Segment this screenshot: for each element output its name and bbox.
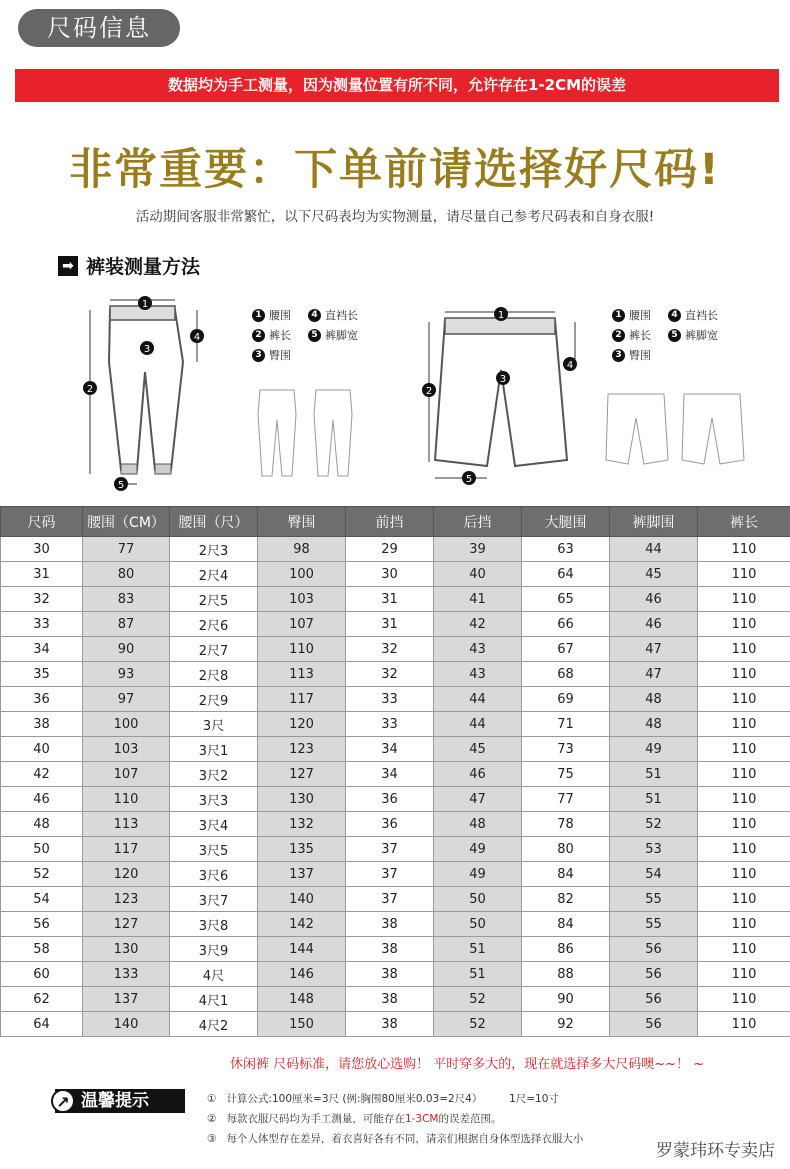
table-cell: 38 xyxy=(346,962,434,987)
table-cell: 110 xyxy=(698,712,790,737)
arrow-right-icon: ➡ xyxy=(58,256,78,276)
table-cell: 110 xyxy=(698,912,790,937)
table-cell: 38 xyxy=(346,912,434,937)
table-cell: 132 xyxy=(258,812,346,837)
table-cell: 34 xyxy=(346,762,434,787)
table-cell: 51 xyxy=(434,937,522,962)
table-cell: 84 xyxy=(522,912,610,937)
table-cell: 127 xyxy=(258,762,346,787)
table-row xyxy=(1,887,790,912)
table-cell: 38 xyxy=(346,987,434,1012)
svg-text:2: 2 xyxy=(425,386,433,397)
table-cell: 4尺 xyxy=(170,962,258,987)
table-cell: 123 xyxy=(83,887,170,912)
measure-mark-4 xyxy=(563,357,577,371)
table-cell: 146 xyxy=(258,962,346,987)
table-cell: 140 xyxy=(83,1012,170,1037)
measure-mark-1 xyxy=(138,296,152,310)
table-row xyxy=(1,587,790,612)
section-title-badge: 尺码信息 xyxy=(18,9,180,47)
table-cell: 44 xyxy=(610,537,698,562)
table-cell: 77 xyxy=(83,537,170,562)
table-cell: 90 xyxy=(522,987,610,1012)
tip-item-2: ② 每款衣服尺码均为手工测量，可能存在1-3CM的误差范围。 xyxy=(207,1113,502,1125)
table-cell: 34 xyxy=(346,737,434,762)
table-row xyxy=(1,612,790,637)
table-row xyxy=(1,812,790,837)
table-cell: 36 xyxy=(346,812,434,837)
svg-text:1: 1 xyxy=(497,310,505,321)
table-cell: 49 xyxy=(434,862,522,887)
tips-badge xyxy=(55,1089,185,1113)
table-cell: 110 xyxy=(698,837,790,862)
table-cell: 56 xyxy=(610,987,698,1012)
table-cell: 53 xyxy=(610,837,698,862)
table-cell: 110 xyxy=(698,762,790,787)
pants-legend xyxy=(252,305,364,365)
table-cell: 137 xyxy=(258,862,346,887)
table-cell: 30 xyxy=(1,537,83,562)
table-cell: 29 xyxy=(346,537,434,562)
table-cell: 48 xyxy=(1,812,83,837)
table-cell: 110 xyxy=(698,1012,790,1037)
table-cell: 93 xyxy=(83,662,170,687)
table-cell: 32 xyxy=(1,587,83,612)
table-cell: 46 xyxy=(1,787,83,812)
column-header: 腰围（CM） xyxy=(83,507,170,537)
subline: 活动期间客服非常繁忙，以下尺码表均为实物测量，请尽量自己参考尺码表和自身衣服! xyxy=(135,209,655,225)
table-cell: 39 xyxy=(434,537,522,562)
table-cell: 110 xyxy=(698,987,790,1012)
table-cell: 113 xyxy=(83,812,170,837)
table-cell: 38 xyxy=(346,937,434,962)
table-cell: 127 xyxy=(83,912,170,937)
measurement-notice-banner: 数据均为手工测量，因为测量位置有所不同，允许存在1-2CM的误差 xyxy=(15,69,779,102)
table-cell: 117 xyxy=(83,837,170,862)
table-cell: 33 xyxy=(346,687,434,712)
table-cell: 64 xyxy=(1,1012,83,1037)
table-cell: 103 xyxy=(83,737,170,762)
table-cell: 110 xyxy=(83,787,170,812)
table-cell: 120 xyxy=(258,712,346,737)
measure-mark-5 xyxy=(462,471,476,485)
table-cell: 50 xyxy=(434,887,522,912)
table-cell: 51 xyxy=(434,962,522,987)
measure-mark-3 xyxy=(140,341,154,355)
shorts-legend xyxy=(612,305,724,365)
table-cell: 46 xyxy=(434,762,522,787)
svg-text:5: 5 xyxy=(465,474,473,485)
table-cell: 40 xyxy=(434,562,522,587)
table-cell: 3尺2 xyxy=(170,762,258,787)
svg-text:1: 1 xyxy=(141,299,149,310)
table-cell: 52 xyxy=(434,1012,522,1037)
table-cell: 45 xyxy=(610,562,698,587)
table-cell: 32 xyxy=(346,662,434,687)
table-cell: 30 xyxy=(346,562,434,587)
table-cell: 34 xyxy=(1,637,83,662)
table-cell: 40 xyxy=(1,737,83,762)
table-cell: 35 xyxy=(1,662,83,687)
table-cell: 86 xyxy=(522,937,610,962)
table-cell: 47 xyxy=(434,787,522,812)
table-cell: 63 xyxy=(522,537,610,562)
table-row xyxy=(1,962,790,987)
headline: 非常重要：下单前请选择好尺码! xyxy=(69,145,721,195)
table-cell: 98 xyxy=(258,537,346,562)
table-cell: 54 xyxy=(1,887,83,912)
table-cell: 33 xyxy=(346,712,434,737)
column-header: 裤脚围 xyxy=(610,507,698,537)
measure-mark-5 xyxy=(114,477,128,491)
table-cell: 38 xyxy=(1,712,83,737)
table-cell: 110 xyxy=(698,662,790,687)
table-cell: 43 xyxy=(434,637,522,662)
table-cell: 100 xyxy=(258,562,346,587)
table-cell: 133 xyxy=(83,962,170,987)
shorts-diagram xyxy=(415,300,590,490)
table-cell: 36 xyxy=(346,787,434,812)
tips-badge-label: 温馨提示 xyxy=(81,1091,149,1111)
table-cell: 49 xyxy=(434,837,522,862)
table-row xyxy=(1,912,790,937)
size-chart-table xyxy=(0,506,790,1037)
table-cell: 52 xyxy=(610,812,698,837)
legend-item: 3 臀围 xyxy=(252,347,308,363)
table-row xyxy=(1,662,790,687)
table-cell: 47 xyxy=(610,637,698,662)
shorts-thumbnails xyxy=(604,388,754,473)
table-cell: 113 xyxy=(258,662,346,687)
table-cell: 80 xyxy=(522,837,610,862)
table-cell: 110 xyxy=(698,887,790,912)
table-cell: 80 xyxy=(83,562,170,587)
table-row xyxy=(1,712,790,737)
tip-item-3: ③ 每个人体型存在差异，着衣喜好各有不同，请亲们根据自身体型选择衣服大小 xyxy=(207,1133,584,1145)
table-cell: 31 xyxy=(346,612,434,637)
table-cell: 140 xyxy=(258,887,346,912)
table-cell: 36 xyxy=(1,687,83,712)
measure-method-title-text: 裤装测量方法 xyxy=(86,256,201,278)
column-header: 前挡 xyxy=(346,507,434,537)
table-cell: 137 xyxy=(83,987,170,1012)
table-cell: 56 xyxy=(1,912,83,937)
table-cell: 130 xyxy=(258,787,346,812)
table-cell: 75 xyxy=(522,762,610,787)
table-row xyxy=(1,787,790,812)
table-cell: 2尺5 xyxy=(170,587,258,612)
table-cell: 37 xyxy=(346,887,434,912)
table-cell: 83 xyxy=(83,587,170,612)
table-cell: 3尺4 xyxy=(170,812,258,837)
table-cell: 49 xyxy=(610,737,698,762)
table-cell: 44 xyxy=(434,712,522,737)
table-cell: 110 xyxy=(698,537,790,562)
table-cell: 120 xyxy=(83,862,170,887)
table-cell: 56 xyxy=(610,937,698,962)
table-cell: 2尺9 xyxy=(170,687,258,712)
table-cell: 60 xyxy=(1,962,83,987)
table-cell: 65 xyxy=(522,587,610,612)
tip-item-1: ① 计算公式:100厘米=3尺 (例:胸围80厘米0.03=2尺4） 1尺=10寸 xyxy=(207,1093,559,1105)
legend-item: 2 裤长 xyxy=(612,327,668,343)
column-header: 裤长 xyxy=(698,507,790,537)
legend-item: 3 臀围 xyxy=(612,347,668,363)
table-cell: 47 xyxy=(610,662,698,687)
table-cell: 43 xyxy=(434,662,522,687)
table-cell: 56 xyxy=(610,962,698,987)
table-header-row xyxy=(1,507,790,537)
svg-text:4: 4 xyxy=(193,332,201,343)
long-pants-diagram xyxy=(75,292,215,492)
table-cell: 46 xyxy=(610,612,698,637)
table-cell: 100 xyxy=(83,712,170,737)
table-row xyxy=(1,537,790,562)
table-cell: 103 xyxy=(258,587,346,612)
arrow-up-right-icon: ↗ xyxy=(51,1089,75,1113)
table-cell: 77 xyxy=(522,787,610,812)
table-cell: 71 xyxy=(522,712,610,737)
table-cell: 110 xyxy=(698,962,790,987)
column-header: 大腿围 xyxy=(522,507,610,537)
table-cell: 52 xyxy=(434,987,522,1012)
table-cell: 31 xyxy=(1,562,83,587)
legend-item: 5 裤脚宽 xyxy=(668,327,724,343)
measure-mark-2 xyxy=(83,381,97,395)
table-cell: 48 xyxy=(610,712,698,737)
table-row xyxy=(1,937,790,962)
table-cell: 4尺1 xyxy=(170,987,258,1012)
legend-item: 2 裤长 xyxy=(252,327,308,343)
table-cell: 2尺6 xyxy=(170,612,258,637)
legend-item: 5 裤脚宽 xyxy=(308,327,364,343)
table-cell: 38 xyxy=(346,1012,434,1037)
legend-item: 1 腰围 xyxy=(612,307,668,323)
table-cell: 110 xyxy=(698,937,790,962)
table-row xyxy=(1,987,790,1012)
table-cell: 51 xyxy=(610,762,698,787)
svg-text:2: 2 xyxy=(86,384,94,395)
table-cell: 42 xyxy=(1,762,83,787)
svg-text:3: 3 xyxy=(499,374,507,385)
table-cell: 73 xyxy=(522,737,610,762)
table-cell: 37 xyxy=(346,837,434,862)
table-cell: 90 xyxy=(83,637,170,662)
table-cell: 42 xyxy=(434,612,522,637)
table-cell: 3尺9 xyxy=(170,937,258,962)
table-cell: 3尺 xyxy=(170,712,258,737)
table-cell: 87 xyxy=(83,612,170,637)
column-header: 腰围（尺） xyxy=(170,507,258,537)
shop-watermark: 罗蒙玮环专卖店 xyxy=(656,1141,775,1161)
table-cell: 44 xyxy=(434,687,522,712)
legend-item: 4 直裆长 xyxy=(308,307,364,323)
table-cell: 150 xyxy=(258,1012,346,1037)
table-cell: 78 xyxy=(522,812,610,837)
table-cell: 110 xyxy=(698,862,790,887)
table-cell: 97 xyxy=(83,687,170,712)
table-cell: 3尺5 xyxy=(170,837,258,862)
measure-mark-2 xyxy=(422,383,436,397)
table-cell: 88 xyxy=(522,962,610,987)
table-cell: 55 xyxy=(610,887,698,912)
table-cell: 2尺3 xyxy=(170,537,258,562)
table-cell: 62 xyxy=(1,987,83,1012)
table-row xyxy=(1,862,790,887)
table-cell: 92 xyxy=(522,1012,610,1037)
table-cell: 33 xyxy=(1,612,83,637)
table-cell: 130 xyxy=(83,937,170,962)
table-cell: 58 xyxy=(1,937,83,962)
table-cell: 110 xyxy=(698,637,790,662)
table-cell: 148 xyxy=(258,987,346,1012)
legend-item: 1 腰围 xyxy=(252,307,308,323)
table-cell: 64 xyxy=(522,562,610,587)
svg-text:4: 4 xyxy=(566,360,574,371)
table-cell: 110 xyxy=(698,787,790,812)
table-cell: 56 xyxy=(610,1012,698,1037)
table-cell: 51 xyxy=(610,787,698,812)
table-cell: 3尺7 xyxy=(170,887,258,912)
table-cell: 46 xyxy=(610,587,698,612)
table-row xyxy=(1,637,790,662)
table-row xyxy=(1,1012,790,1037)
column-header: 臀围 xyxy=(258,507,346,537)
table-row xyxy=(1,762,790,787)
long-pants-thumbnails xyxy=(252,384,362,484)
table-cell: 107 xyxy=(258,612,346,637)
table-cell: 66 xyxy=(522,612,610,637)
table-cell: 110 xyxy=(698,687,790,712)
table-body xyxy=(1,537,790,1037)
table-cell: 3尺3 xyxy=(170,787,258,812)
table-cell: 45 xyxy=(434,737,522,762)
table-cell: 3尺1 xyxy=(170,737,258,762)
table-row xyxy=(1,737,790,762)
table-cell: 107 xyxy=(83,762,170,787)
table-row xyxy=(1,562,790,587)
table-cell: 123 xyxy=(258,737,346,762)
column-header: 尺码 xyxy=(1,507,83,537)
measure-mark-4 xyxy=(190,329,204,343)
table-cell: 67 xyxy=(522,637,610,662)
table-cell: 144 xyxy=(258,937,346,962)
legend-item: 4 直裆长 xyxy=(668,307,724,323)
table-cell: 3尺6 xyxy=(170,862,258,887)
table-cell: 117 xyxy=(258,687,346,712)
table-row xyxy=(1,687,790,712)
table-cell: 68 xyxy=(522,662,610,687)
table-cell: 52 xyxy=(1,862,83,887)
table-cell: 110 xyxy=(258,637,346,662)
table-cell: 69 xyxy=(522,687,610,712)
measure-mark-1 xyxy=(494,307,508,321)
table-cell: 110 xyxy=(698,737,790,762)
table-cell: 2尺8 xyxy=(170,662,258,687)
table-cell: 110 xyxy=(698,812,790,837)
table-cell: 48 xyxy=(434,812,522,837)
table-row xyxy=(1,837,790,862)
table-cell: 2尺4 xyxy=(170,562,258,587)
table-cell: 110 xyxy=(698,562,790,587)
table-cell: 54 xyxy=(610,862,698,887)
table-cell: 110 xyxy=(698,612,790,637)
table-cell: 32 xyxy=(346,637,434,662)
table-cell: 50 xyxy=(434,912,522,937)
table-cell: 135 xyxy=(258,837,346,862)
table-cell: 110 xyxy=(698,587,790,612)
svg-text:5: 5 xyxy=(117,480,125,491)
table-cell: 31 xyxy=(346,587,434,612)
table-cell: 41 xyxy=(434,587,522,612)
measure-mark-3 xyxy=(496,371,510,385)
table-cell: 84 xyxy=(522,862,610,887)
table-cell: 55 xyxy=(610,912,698,937)
table-cell: 50 xyxy=(1,837,83,862)
column-header: 后挡 xyxy=(434,507,522,537)
table-cell: 48 xyxy=(610,687,698,712)
table-cell: 3尺8 xyxy=(170,912,258,937)
table-cell: 142 xyxy=(258,912,346,937)
table-cell: 2尺7 xyxy=(170,637,258,662)
table-cell: 82 xyxy=(522,887,610,912)
table-cell: 37 xyxy=(346,862,434,887)
table-cell: 4尺2 xyxy=(170,1012,258,1037)
measure-method-title xyxy=(58,252,200,279)
promo-text: 休闲裤 尺码标准，请您放心选购！ 平时穿多大的，现在就选择多大尺码噢~~！ ~ xyxy=(230,1057,705,1072)
svg-text:3: 3 xyxy=(143,344,151,355)
